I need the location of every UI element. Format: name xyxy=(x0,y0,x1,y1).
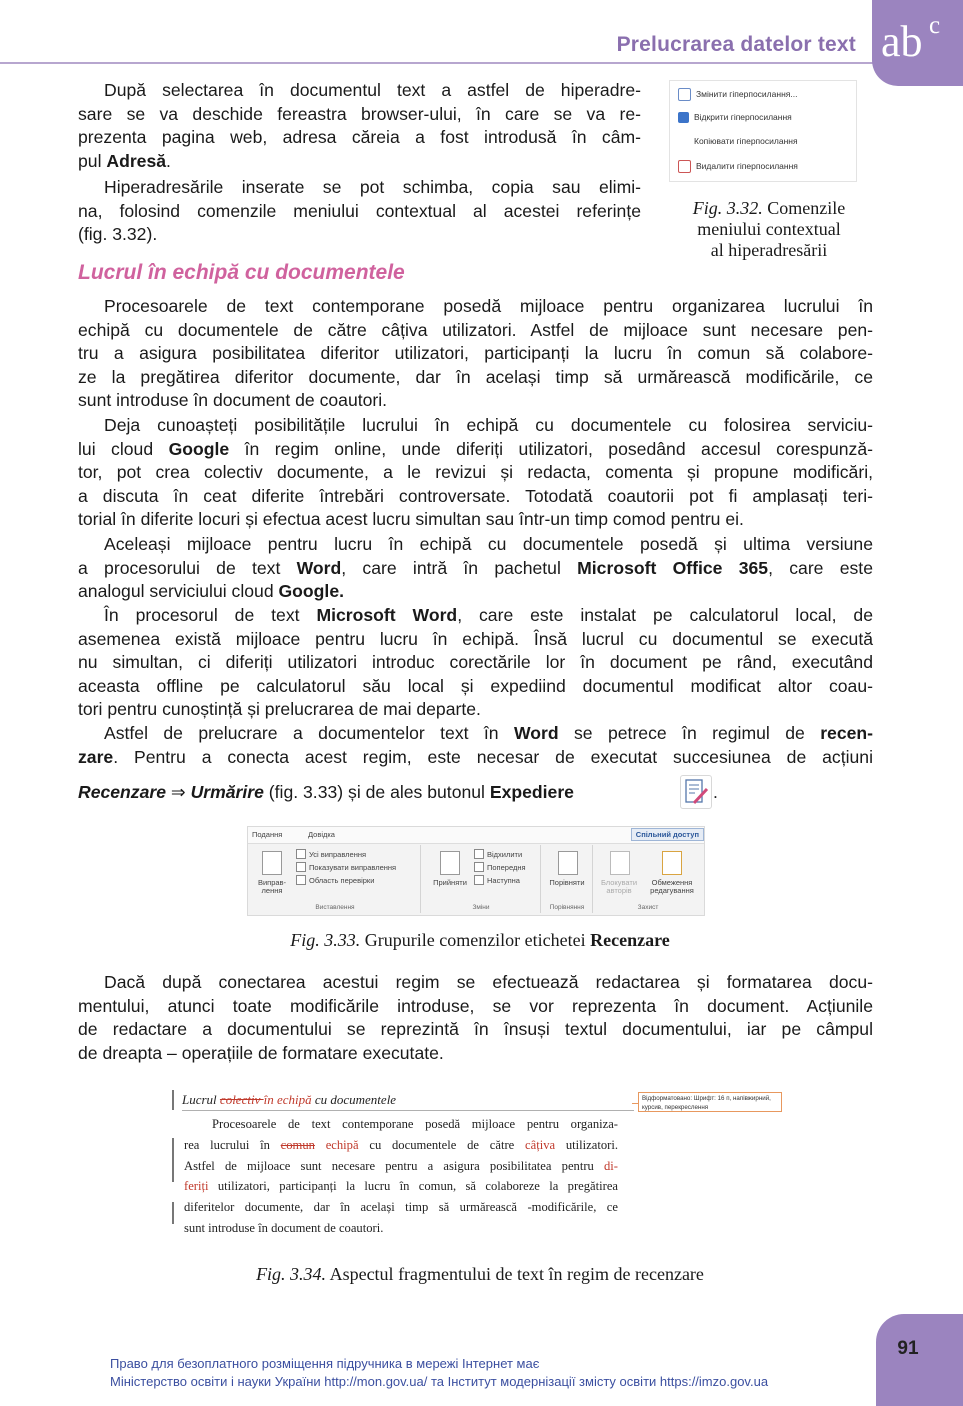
text-line: zare. Pentru a conecta acest regim, este necesar de executat succesiunea de acțiuni xyxy=(78,746,873,767)
caption-line: meniului contextual xyxy=(697,219,841,239)
text-line: sare se va deschide fereastra browser-ului, în care se va re- xyxy=(78,103,641,124)
restrict-editing-label: Обмеження редагування xyxy=(650,878,694,895)
text-line: Procesoarele de text contemporane posedă mijloace pentru organizarea lucrului în xyxy=(104,296,873,316)
text-line: Astfel de prelucrare a documentelor text în Word se petrece în regimul de recen- xyxy=(104,723,873,743)
group-label: Зміни xyxy=(472,904,490,911)
text-line: tor, pot crea colectiv documente, a le revizui și redacta, comenta și propune modificări, xyxy=(78,462,873,482)
text-line: Deja cunoașteți posibilitățile lucrului în echipă cu documentele cu folosirea serviciu- xyxy=(104,415,873,435)
caption-bold: Recenzare xyxy=(590,930,670,950)
text-line: (fig. 3.32). xyxy=(78,224,158,244)
text-line: na, folosind comenzile meniului contextual al acestei referințe xyxy=(78,200,641,221)
option-icon xyxy=(296,862,306,872)
menu-item-remove-hyperlink xyxy=(678,157,798,175)
text-line: echipă cu documentele de către câțiva utilizatori. Astfel de mijloace sunt necesare pen- xyxy=(78,319,873,340)
document-pencil-icon xyxy=(681,776,711,808)
figure-3-32-caption xyxy=(662,198,876,261)
accept-icon xyxy=(440,851,460,875)
figure-3-34-tracked-document xyxy=(172,1088,784,1240)
body-paragraph-8 xyxy=(78,971,873,1065)
formatting-balloon: Відформатовано: Шрифт: 16 п, напівжирний, курсив, перекреслення xyxy=(638,1092,782,1112)
text-line: Recenzare ⇒ Urmărire (fig. 3.33) și de ales butonul Expediere xyxy=(78,782,574,802)
section-title: Lucrul în echipă cu documentele xyxy=(78,261,405,284)
text-line: tori pentru cunoștință și prelucrarea de mai departe. xyxy=(78,699,481,719)
action-sequence-line xyxy=(78,781,738,805)
menu-item-label: Відкрити гіперпосилання xyxy=(694,112,792,122)
ribbon-group-compare xyxy=(542,845,593,913)
abc-corner-tab xyxy=(872,0,963,86)
page-number-tab xyxy=(876,1314,963,1406)
send-for-review-icon xyxy=(680,775,712,809)
text-line: feriți utilizatori, participanți la lucru în comun, să colaboreze la pregătirea xyxy=(184,1179,618,1194)
figure-3-34-caption xyxy=(150,1264,810,1285)
text-line: de dreapta – operațiile de formatare executate. xyxy=(78,1042,444,1063)
document-heading: Lucrul colectiv în echipă cu documentele xyxy=(182,1092,397,1107)
next-icon xyxy=(474,875,484,885)
body-paragraph-4 xyxy=(78,414,873,532)
text-line: Astfel de mijloace sunt necesare pentru a asigura posibilitatea pentru di- xyxy=(184,1158,618,1173)
accept-button-label: Прийняти xyxy=(433,878,467,887)
restrict-editing-icon xyxy=(662,851,682,875)
menu-item-edit-hyperlink xyxy=(678,85,797,103)
tab-view: Подання xyxy=(252,830,283,839)
text-line: a discuta în ceat diferite întrebări controversate. Totodată coautorii pot fi amplasați teri- xyxy=(78,485,873,506)
caption-number: Fig. 3.34. xyxy=(256,1264,327,1284)
group-label: Захист xyxy=(637,904,659,911)
ribbon-group-protect xyxy=(594,845,702,913)
previous-icon xyxy=(474,862,484,872)
text-line: a procesorului de text Word, care intră în pachetul Microsoft Office 365, care este xyxy=(78,557,873,578)
group-label: Виставлення xyxy=(315,904,355,911)
body-paragraph-3 xyxy=(78,295,873,413)
text-line: nu simultan, ci diferiți utilizatori introduc corectările lor în document pe rând, executând xyxy=(78,652,873,672)
text-line: Dacă după conectarea acestui regim se efectuează redactarea și formatarea docu- xyxy=(104,972,873,992)
text-line: În procesorul de text Microsoft Word, care este instalat pe calculatorul local, de xyxy=(104,605,873,625)
menu-item-label: Видалити гіперпосилання xyxy=(696,161,798,171)
menu-item-copy-hyperlink xyxy=(678,132,798,150)
text-line: sunt introduse în document de coautori. xyxy=(184,1220,384,1235)
text-line: diferitelor documente, dar în același timp să urmărească -modificările, ce xyxy=(184,1200,618,1215)
remove-link-icon xyxy=(678,160,691,173)
ribbon-dropdown: Область перевірки xyxy=(296,875,374,885)
running-header-title: Prelucrarea datelor text xyxy=(616,33,856,56)
ribbon-group-tracking xyxy=(250,845,421,913)
text-line: Procesoarele de text contemporane posedă mijloace pentru organiza- xyxy=(212,1117,618,1131)
text-line: prezenta pagina web, adresa căreia a fost introdusă în câm- xyxy=(78,127,641,147)
intro-paragraph-2 xyxy=(78,176,641,247)
text-line: mentului, atunci toate modificările introduse, se vor reprezenta în document. Acțiunile xyxy=(78,995,873,1016)
caption-text: Grupurile comenzilor etichetei xyxy=(364,930,591,950)
change-bar xyxy=(172,1202,174,1224)
change-bar xyxy=(172,1090,174,1110)
text-line: sunt introduse în document de coautori. xyxy=(78,390,388,410)
page-number: 91 xyxy=(897,1338,919,1359)
text-line: torial în diferite locuri și efectua acest lucru simultan sau într-un timp comod pentru ei. xyxy=(78,509,744,529)
text-line: tru a asigura posibilitatea diferitor utilizatori, participanți la lucru în comun să colabore- xyxy=(78,343,873,363)
menu-item-label: Копіювати гіперпосилання xyxy=(694,136,798,146)
text-line: lui cloud Google în regim online, unde diferiți utilizatori, posedând accesul corespunză- xyxy=(78,438,873,459)
compare-button-label: Порівняти xyxy=(549,878,585,887)
footer-line-2: Міністерство освіти і науки України http://mon.gov.ua/ та Інститут модернізації змісту освіти https://imzo.gov.ua xyxy=(110,1374,769,1389)
track-changes-icon xyxy=(262,851,282,875)
ribbon-button: Наступна xyxy=(474,875,520,885)
caption-number: Fig. 3.33. xyxy=(290,930,361,950)
heading-underline xyxy=(182,1110,634,1111)
edit-link-icon xyxy=(678,88,691,101)
text-line: Hiperadresările inserate se pot schimba, copia sau elimi- xyxy=(104,177,641,197)
caption-text: Comenzile xyxy=(767,198,846,218)
ribbon-tab-bar xyxy=(248,827,704,844)
change-bar xyxy=(172,1138,174,1160)
reject-icon xyxy=(474,849,484,859)
menu-item-label: Змінити гіперпосилання... xyxy=(696,89,798,99)
ribbon-button: Попередня xyxy=(474,862,526,872)
caption-line xyxy=(662,198,876,219)
option-icon xyxy=(296,849,306,859)
ribbon-button: Відхилити xyxy=(474,849,522,859)
tab-help: Довідка xyxy=(308,830,335,839)
block-authors-label: Блокувати авторів xyxy=(600,878,638,895)
sentence-end-period: . xyxy=(713,782,718,802)
tracked-paragraph xyxy=(184,1114,618,1239)
menu-item-open-hyperlink xyxy=(678,108,792,126)
open-link-icon xyxy=(678,112,689,123)
caption-text: Aspectul fragmentului de text în regim de recenzare xyxy=(329,1264,704,1284)
figure-3-33-review-ribbon xyxy=(247,826,705,916)
text-line: rea lucrului în comun echipă cu documentele de către câțiva utilizatori. xyxy=(184,1137,618,1152)
text-line: După selectarea în documentul text a astfel de hiperadre- xyxy=(104,80,641,100)
block-authors-icon xyxy=(610,851,630,875)
text-line: pul Adresă. xyxy=(78,150,171,171)
text-line: analogul serviciului cloud Google. xyxy=(78,581,344,601)
figure-3-32-context-menu xyxy=(669,80,857,182)
footer-line-1: Право для безоплатного розміщення підручника в мережі Інтернет має xyxy=(110,1356,540,1371)
header-rule xyxy=(0,62,880,64)
abc-tab-main: ab xyxy=(881,17,923,66)
copy-link-icon xyxy=(678,136,689,147)
text-line: aceasta offline pe calculatorul său local și expediind documentul modificat altor coau- xyxy=(78,675,873,696)
intro-paragraph-1 xyxy=(78,79,641,173)
body-paragraph-6 xyxy=(78,604,873,722)
body-paragraph-7 xyxy=(78,722,873,769)
ribbon-group-changes xyxy=(422,845,541,913)
caption-line: al hiperadresării xyxy=(710,240,828,260)
figure-3-33-caption xyxy=(150,930,810,951)
text-line: ze la pregătirea diferitor documente, dar în același timp să urmărească modificările, ce xyxy=(78,366,873,387)
text-line: asemenea există mijloace pentru lucru în echipă. Însă lucrul cu documentul se execută xyxy=(78,628,873,649)
group-label: Порівняння xyxy=(549,904,585,911)
text-line: Aceleași mijloace pentru lucru în echipă cu documentele posedă și ultima versiune xyxy=(104,534,873,554)
compare-icon xyxy=(558,851,578,875)
track-changes-button-label: Виправ-лення xyxy=(257,878,287,895)
ribbon-dropdown: Усі виправлення xyxy=(296,849,366,859)
ribbon-dropdown: Показувати виправлення xyxy=(296,862,396,872)
change-bar xyxy=(172,1160,174,1182)
option-icon xyxy=(296,875,306,885)
text-line: de redactare a documentului se reprezintă în însuși textul documentului, iar pe câmpul xyxy=(78,1019,873,1039)
share-button: Спільний доступ xyxy=(631,828,704,841)
caption-number: Fig. 3.32. xyxy=(692,198,763,218)
body-paragraph-5 xyxy=(78,533,873,604)
abc-tab-superscript: c xyxy=(929,12,941,39)
